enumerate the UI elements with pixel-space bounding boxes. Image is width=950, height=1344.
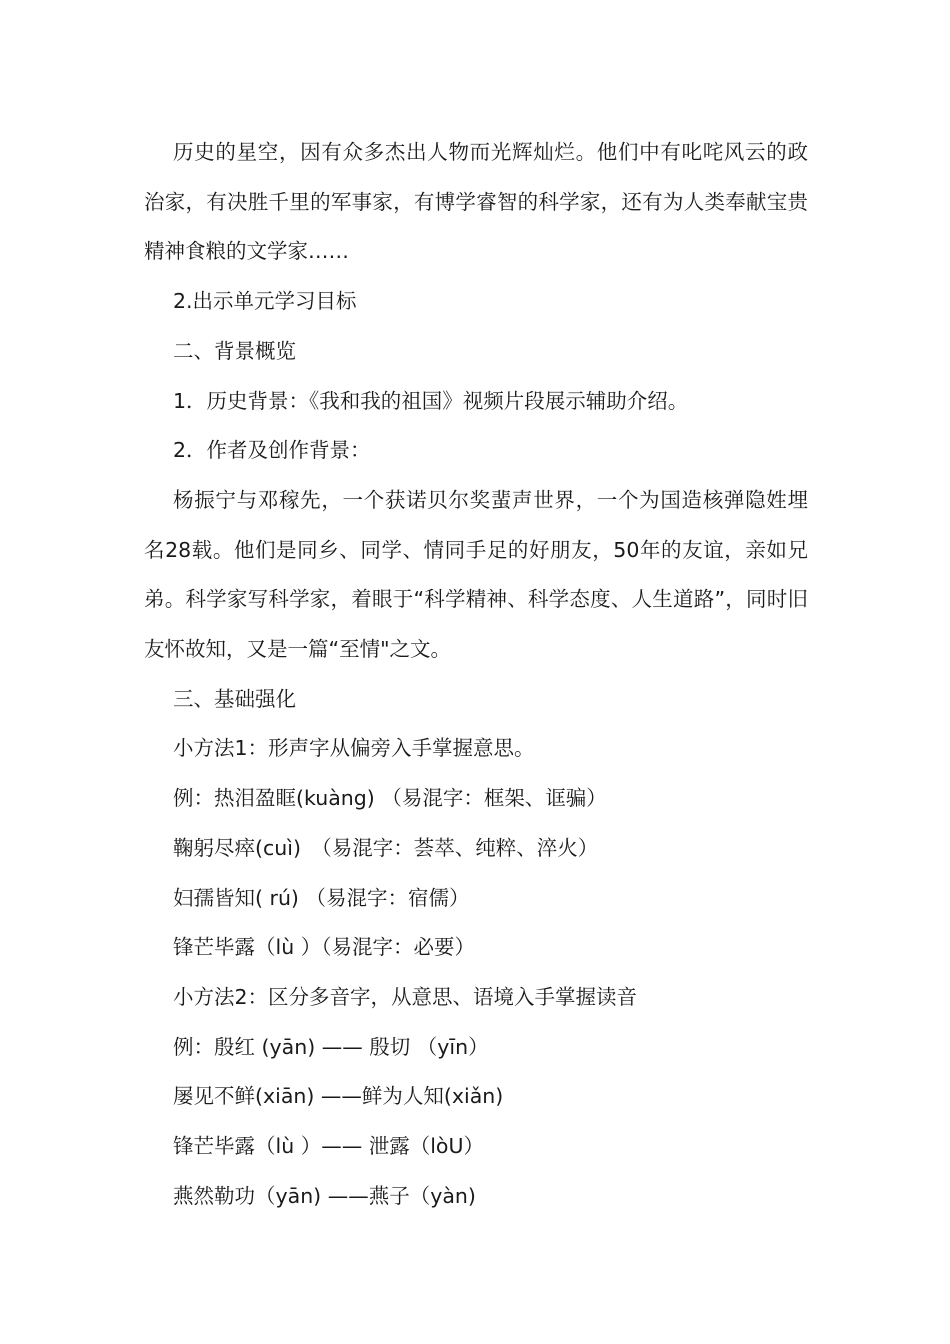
method-2-example-4: 燕然勒功（yān) ——燕子（yàn) bbox=[173, 1183, 476, 1208]
method-2-example-3: 锋芒毕露（lù ）—— 泄露（lòU） bbox=[173, 1134, 484, 1159]
method-1-title: 小方法1：形声字从偏旁入手掌握意思。 bbox=[173, 736, 535, 761]
method-2-example-2: 屡见不鲜(xiān) ——鲜为人知(xiǎn) bbox=[173, 1084, 504, 1109]
method-2-example-1: 例：殷红 (yān) —— 殷切 （yīn） bbox=[173, 1034, 489, 1059]
method-1-example-4: 锋芒毕露（lù ）（易混字：必要） bbox=[173, 935, 475, 960]
intro-paragraph: 历史的星空，因有众多杰出人物而光辉灿烂。他们中有叱咤风云的政治家，有决胜千里的军事家，有博学睿智的科学家，还有为人类奉献宝贵精神食粮的文学家…… bbox=[144, 140, 808, 264]
author-background-paragraph: 杨振宁与邓稼先，一个获诺贝尔奖蜚声世界，一个为国造核弹隐姓埋名28载。他们是同乡、同学、情同手足的好朋友，50年的友谊，亲如兄弟。科学家写科学家，着眼于“科学精神、科学态度、人生道路”，同时旧友怀故知，又是一篇“至情"之文。 bbox=[144, 487, 808, 662]
method-1-example-3: 妇孺皆知( rú) （易混字：宿儒） bbox=[173, 885, 470, 910]
section-item-learning-goals: 2.出示单元学习目标 bbox=[173, 289, 357, 314]
section-heading-basics: 三、基础强化 bbox=[173, 686, 296, 711]
section-item-historical-background: 1．历史背景：《我和我的祖国》视频片段展示辅助介绍。 bbox=[173, 388, 689, 413]
method-1-example-1: 例：热泪盈眶(kuàng) （易混字：框架、诓骗） bbox=[173, 786, 607, 811]
section-heading-background: 二、背景概览 bbox=[173, 338, 296, 363]
method-2-title: 小方法2：区分多音字，从意思、语境入手掌握读音 bbox=[173, 984, 638, 1009]
method-1-example-2: 鞠躬尽瘁(cuì) （易混字：荟萃、纯粹、淬火） bbox=[173, 835, 599, 860]
section-item-author-background: 2．作者及创作背景： bbox=[173, 438, 371, 463]
document-body bbox=[144, 128, 808, 1221]
